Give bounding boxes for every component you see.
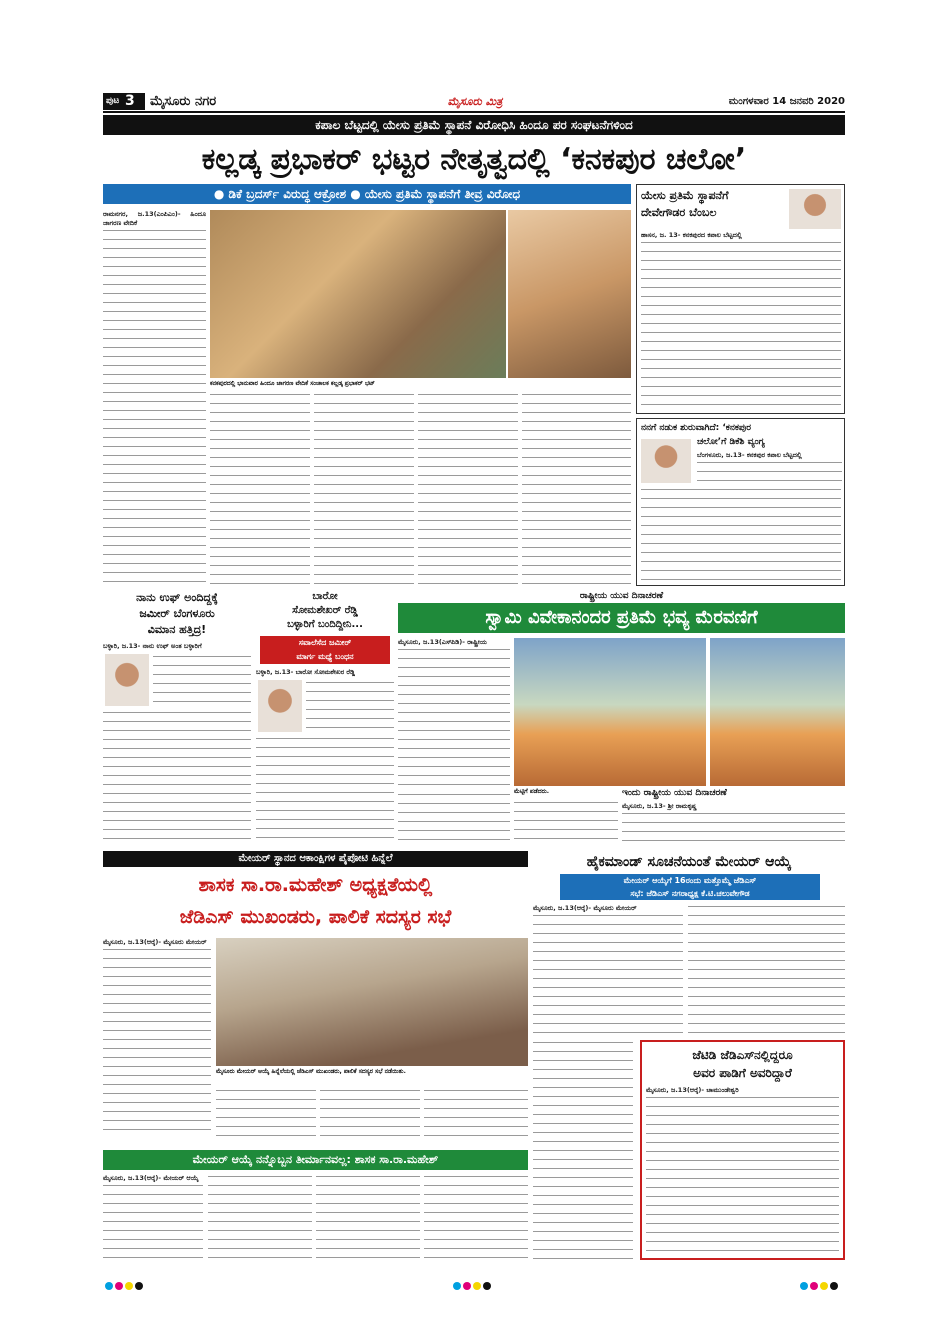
text-lines (697, 460, 842, 483)
lead-body-col5 (522, 392, 631, 585)
text-lines (103, 228, 206, 585)
highcommand-body-col3 (533, 1040, 633, 1260)
vivekananda-body-col2 (398, 792, 510, 844)
highcommand-subhead (560, 874, 820, 900)
dks-headline-1: ನನಗೆ ನಡುಕ ಶುರುವಾಗಿದೆ: ‘ಕನಕಪುರ (641, 423, 751, 433)
somashekar-story (256, 590, 394, 846)
somashekar-headline-3: ಬಳ್ಳಾರಿಗೆ ಬಂದಿದ್ದೀನಿ... (287, 619, 363, 630)
section-title: ಮೈಸೂರು ನಗರ (150, 94, 217, 109)
vivekananda-photo-caption: ಮೆಟ್ಟಿಗೆ ಪಡೆದರು. (514, 788, 550, 795)
vivekananda-photo-2 (710, 638, 845, 786)
mayor-meeting-photo (216, 938, 528, 1066)
jds-box-body (646, 1086, 839, 1256)
somashekar-photo (258, 680, 302, 732)
mayor-photo-caption: ಮೈಸೂರು ಮೇಯರ್ ಆಯ್ಕೆ ಹಿನ್ನೆಲೆಯಲ್ಲಿ ಜೆಡಿಎಸ್ ಮುಖಂಡರು, ಪಾಲಿಕೆ ಸದಸ್ಯರ ಸಭೆ ನಡೆಯಿತು. (216, 1068, 406, 1075)
page-label: ಪುಟ (106, 96, 120, 106)
reg-dot (810, 1282, 818, 1290)
dks-body (697, 451, 842, 483)
vivekananda-sub: ಇಂದು ರಾಷ್ಟ್ರೀಯ ಯುವ ದಿನಾಚರಣೆ (622, 788, 727, 798)
zameer-story (103, 590, 251, 846)
mayor-headline-2: ಜೆಡಿಎಸ್ ಮುಖಂಡರು, ಪಾಲಿಕೆ ಸದಸ್ಯರ ಸಭೆ (179, 906, 452, 928)
text-lines (103, 1183, 203, 1259)
lead-body-col1 (103, 210, 206, 585)
text-lines (533, 913, 683, 1033)
mayor-body-col4 (424, 1088, 528, 1144)
mayor-body-col3 (320, 1088, 420, 1144)
lead-kicker: ಕಪಾಲ ಬೆಟ್ಟದಲ್ಲಿ ಯೇಸು ಪ್ರತಿಮೆ ಸ್ಥಾಪನೆ ವಿರೋಧಿಸಿ ಹಿಂದೂ ಪರ ಸಂಘಟನೆಗಳಿಂದ (103, 115, 845, 135)
zameer-photo (105, 654, 149, 706)
registration-marks-right (800, 1282, 840, 1290)
lead-subhead: ● ಡಿಕೆ ಬ್ರದರ್ಸ್ ವಿರುದ್ಧ ಆಕ್ರೋಶ ● ಯೇಸು ಪ್ರತಿಮೆ ಸ್ಥಾಪನೆಗೆ ತೀವ್ರ ವಿರೋಧ (103, 184, 631, 204)
reg-dot (125, 1282, 133, 1290)
reg-dot (105, 1282, 113, 1290)
vivekananda-body-col3 (514, 800, 618, 844)
dks-dateline: ಬೆಂಗಳೂರು, ಜ.13- ಕನಕಪುರ ಕಪಾಲ ಬೆಟ್ಟದಲ್ಲಿ (697, 451, 802, 459)
zameer-body-right (153, 654, 251, 706)
reg-dot (483, 1282, 491, 1290)
issue-date: ಮಂಗಳವಾರ 14 ಜನವರಿ 2020 (728, 96, 845, 107)
mayor-body-col2 (216, 1088, 316, 1144)
vivekananda-headline: ಸ್ವಾಮಿ ವಿವೇಕಾನಂದರ ಪ್ರತಿಮೆ ಭವ್ಯ ಮೆರವಣಿಗೆ (398, 603, 845, 633)
bottom-body-col3 (316, 1174, 420, 1260)
text-lines (641, 240, 841, 410)
mayor-body-col1 (103, 938, 211, 1138)
jds-box (640, 1040, 845, 1260)
reg-dot (463, 1282, 471, 1290)
vivekananda-story (398, 590, 845, 846)
vivekananda-body-col1 (398, 638, 510, 788)
masthead-rule (103, 111, 845, 113)
somashekar-sub-2: ಮಾರ್ಗ ಮಧ್ಯೆ ಬಂಧನ (296, 652, 354, 661)
zameer-dateline: ಬಳ್ಳಾರಿ, ಜ.13- ನಾನು ಉಫ್ ಅಂತ ಬಳ್ಳಾರಿಗೆ (103, 642, 202, 650)
masthead-logo: ಮೈಸೂರು ಮಿತ್ರ (447, 95, 503, 108)
text-lines (514, 800, 618, 844)
gowda-body (641, 231, 841, 411)
jds-box-dateline: ಮೈಸೂರು, ಜ.13(ಆರ್‍ಕೆ)- ಚಾಮುಂಡೇಶ್ವರಿ (646, 1086, 739, 1094)
somashekar-headline-1: ಬಾರೋ (312, 591, 338, 602)
text-lines (622, 811, 845, 844)
bottom-dateline: ಮೈಸೂರು, ಜ.13(ಆರ್‍ಕೆ)- ಮೇಯರ್ ಆಯ್ಕೆ (103, 1174, 199, 1182)
text-lines (398, 647, 510, 787)
text-lines (103, 947, 211, 1137)
highcommand-sub-1: ಮೇಯರ್ ಆಯ್ಕೆಗೆ 16ರಂದು ಮತ್ತೊಮ್ಮೆ ಜೆಡಿಎಸ್ (623, 876, 757, 885)
highcommand-headline: ಹೈಕಮಾಂಡ್ ಸೂಚನೆಯಂತೆ ಮೇಯರ್ ಆಯ್ಕೆ (586, 854, 792, 870)
gowda-headline-1: ಯೇಸು ಪ್ರತಿಮೆ ಸ್ಥಾಪನೆಗೆ (641, 189, 729, 202)
highcommand-body-col1 (533, 904, 683, 1034)
zameer-headline-3: ವಿಮಾನ ಹತ್ತಿದ್ರ! (147, 623, 207, 636)
dks-photo (641, 439, 691, 483)
registration-marks-center (453, 1282, 493, 1290)
lead-headline: ಕಲ್ಲಡ್ಕ ಪ್ರಭಾಕರ್ ಭಟ್ಟರ ನೇತೃತ್ವದಲ್ಲಿ ‘ಕನಕಪುರ ಚಲೋ’ (201, 142, 747, 177)
somashekar-subhead (260, 636, 390, 664)
mayor-dateline: ಮೈಸೂರು, ಜ.13(ಆರ್‍ಕೆ)- ಮೈಸೂರು ಮೇಯರ್ (103, 938, 207, 946)
text-lines (646, 1095, 839, 1255)
reg-dot (453, 1282, 461, 1290)
lead-body-col4 (418, 392, 518, 585)
zameer-headline-1: ನಾನು ಉಫ್ ಅಂದಿದ್ದಕ್ಕೆ (136, 591, 218, 604)
somashekar-body (256, 736, 394, 846)
somashekar-dateline: ಬಳ್ಳಾರಿ, ಜ.13- ಬಾರೋ ಸೋಮಶೇಖರ ರೆಡ್ಡಿ (256, 668, 355, 676)
jds-box-headline-2: ಅವರ ಪಾಡಿಗೆ ಅವರಿದ್ದಾರೆ (693, 1066, 792, 1080)
bottom-body-col2 (208, 1174, 312, 1260)
dks-story (636, 418, 845, 586)
lead-photo-bhat (508, 210, 631, 378)
gowda-story (636, 184, 845, 414)
vivekananda-kicker: ರಾಷ್ಟ್ರೀಯ ಯುವ ದಿನಾಚರಣೆ (579, 591, 664, 601)
zameer-body (103, 710, 251, 846)
lead-body-col3 (314, 392, 414, 585)
somashekar-sub-1: ಸವಾಲೆಸೆದ ಜಮೀರ್ (298, 638, 352, 647)
jds-box-headline-1: ಜೆಟಿಡಿ ಜೆಡಿಎಸ್‍ನಲ್ಲಿದ್ದರೂ (692, 1048, 793, 1062)
vivekananda-dateline: ಮೈಸೂರು, ಜ.13(ಎಸ್‍ಪಿಡಿ)- ರಾಷ್ಟ್ರೀಯ (398, 638, 487, 646)
lead-photo-caption: ಕನಕಪುರದಲ್ಲಿ ಭಾನುವಾರ ಹಿಂದೂ ಜಾಗರಣ ವೇದಿಕೆ ಸಂಚಾಲಕ ಕಲ್ಲಡ್ಕ ಪ್ರಭಾಕರ್ ಭಟ್ (210, 380, 375, 387)
somashekar-headline-2: ಸೋಮಶೇಖರ್ ರೆಡ್ಡಿ (292, 605, 358, 616)
page-number-badge (103, 93, 145, 110)
lead-dateline: ರಾಮನಗರ, ಜ.13(ಎಂಪಿಎಂ)- ಹಿಂದೂ ಜಾಗರಣ ವೇದಿಕೆ (103, 210, 206, 227)
mayor-kicker: ಮೇಯರ್ ಸ್ಥಾನದ ಆಕಾಂಕ್ಷಿಗಳ ಪೈಪೋಟಿ ಹಿನ್ನೆಲೆ (103, 851, 528, 867)
reg-dot (115, 1282, 123, 1290)
registration-marks-left (105, 1282, 145, 1290)
gowda-photo (789, 189, 841, 229)
dks-body-lower (641, 487, 841, 583)
reg-dot (820, 1282, 828, 1290)
mayor-headline-1: ಶಾಸಕ ಸಾ.ರಾ.ಮಹೇಶ್ ಅಧ್ಯಕ್ಷತೆಯಲ್ಲಿ (198, 874, 433, 896)
highcommand-dateline: ಮೈಸೂರು, ಜ.13(ಆರ್‍ಕೆ)- ಮೈಸೂರು ಮೇಯರ್ (533, 904, 637, 912)
reg-dot (800, 1282, 808, 1290)
vivekananda-body-col4 (622, 802, 845, 844)
gowda-headline-2: ದೇವೇಗೌಡರ ಬೆಂಬಲ (641, 206, 717, 219)
lead-body-col2 (210, 392, 310, 585)
highcommand-body-col2 (688, 904, 845, 1034)
vivekananda-dateline-2: ಮೈಸೂರು, ಜ.13- ಶ್ರೀ ರಾಮಕೃಷ್ಣ (622, 802, 697, 810)
reg-dot (473, 1282, 481, 1290)
zameer-headline-2: ಜಮೀರ್ ಬೆಂಗಳೂರು (139, 607, 215, 620)
gowda-dateline: ಹಾಸನ, ಜ. 13- ಕನಕಪುರದ ಕಪಾಲ ಬೆಟ್ಟದಲ್ಲಿ (641, 231, 742, 239)
reg-dot (830, 1282, 838, 1290)
lead-photo-rally (210, 210, 506, 378)
page-number: 3 (125, 93, 135, 109)
dks-headline-2: ಚಲೋ’ಗೆ ಡಿಕೆಶಿ ವ್ಯಂಗ್ಯ (697, 437, 765, 447)
somashekar-body-right (306, 680, 394, 732)
reg-dot (135, 1282, 143, 1290)
bottom-headline: ಮೇಯರ್ ಆಯ್ಕೆ ನನ್ನೊಬ್ಬನ ತೀರ್ಮಾನವಲ್ಲ: ಶಾಸಕ ಸಾ.ರಾ.ಮಹೇಶ್ (103, 1150, 528, 1170)
text-lines (398, 792, 510, 844)
vivekananda-photo-1 (514, 638, 706, 786)
bottom-body-col1 (103, 1174, 203, 1260)
bottom-body-col4 (424, 1174, 528, 1260)
highcommand-sub-2: ಸಭೆ: ಜೆಡಿಎಸ್ ನಗರಾಧ್ಯಕ್ಷ ಕೆ.ಟಿ.ಚಲುವೇಗೌಡ (630, 889, 750, 898)
